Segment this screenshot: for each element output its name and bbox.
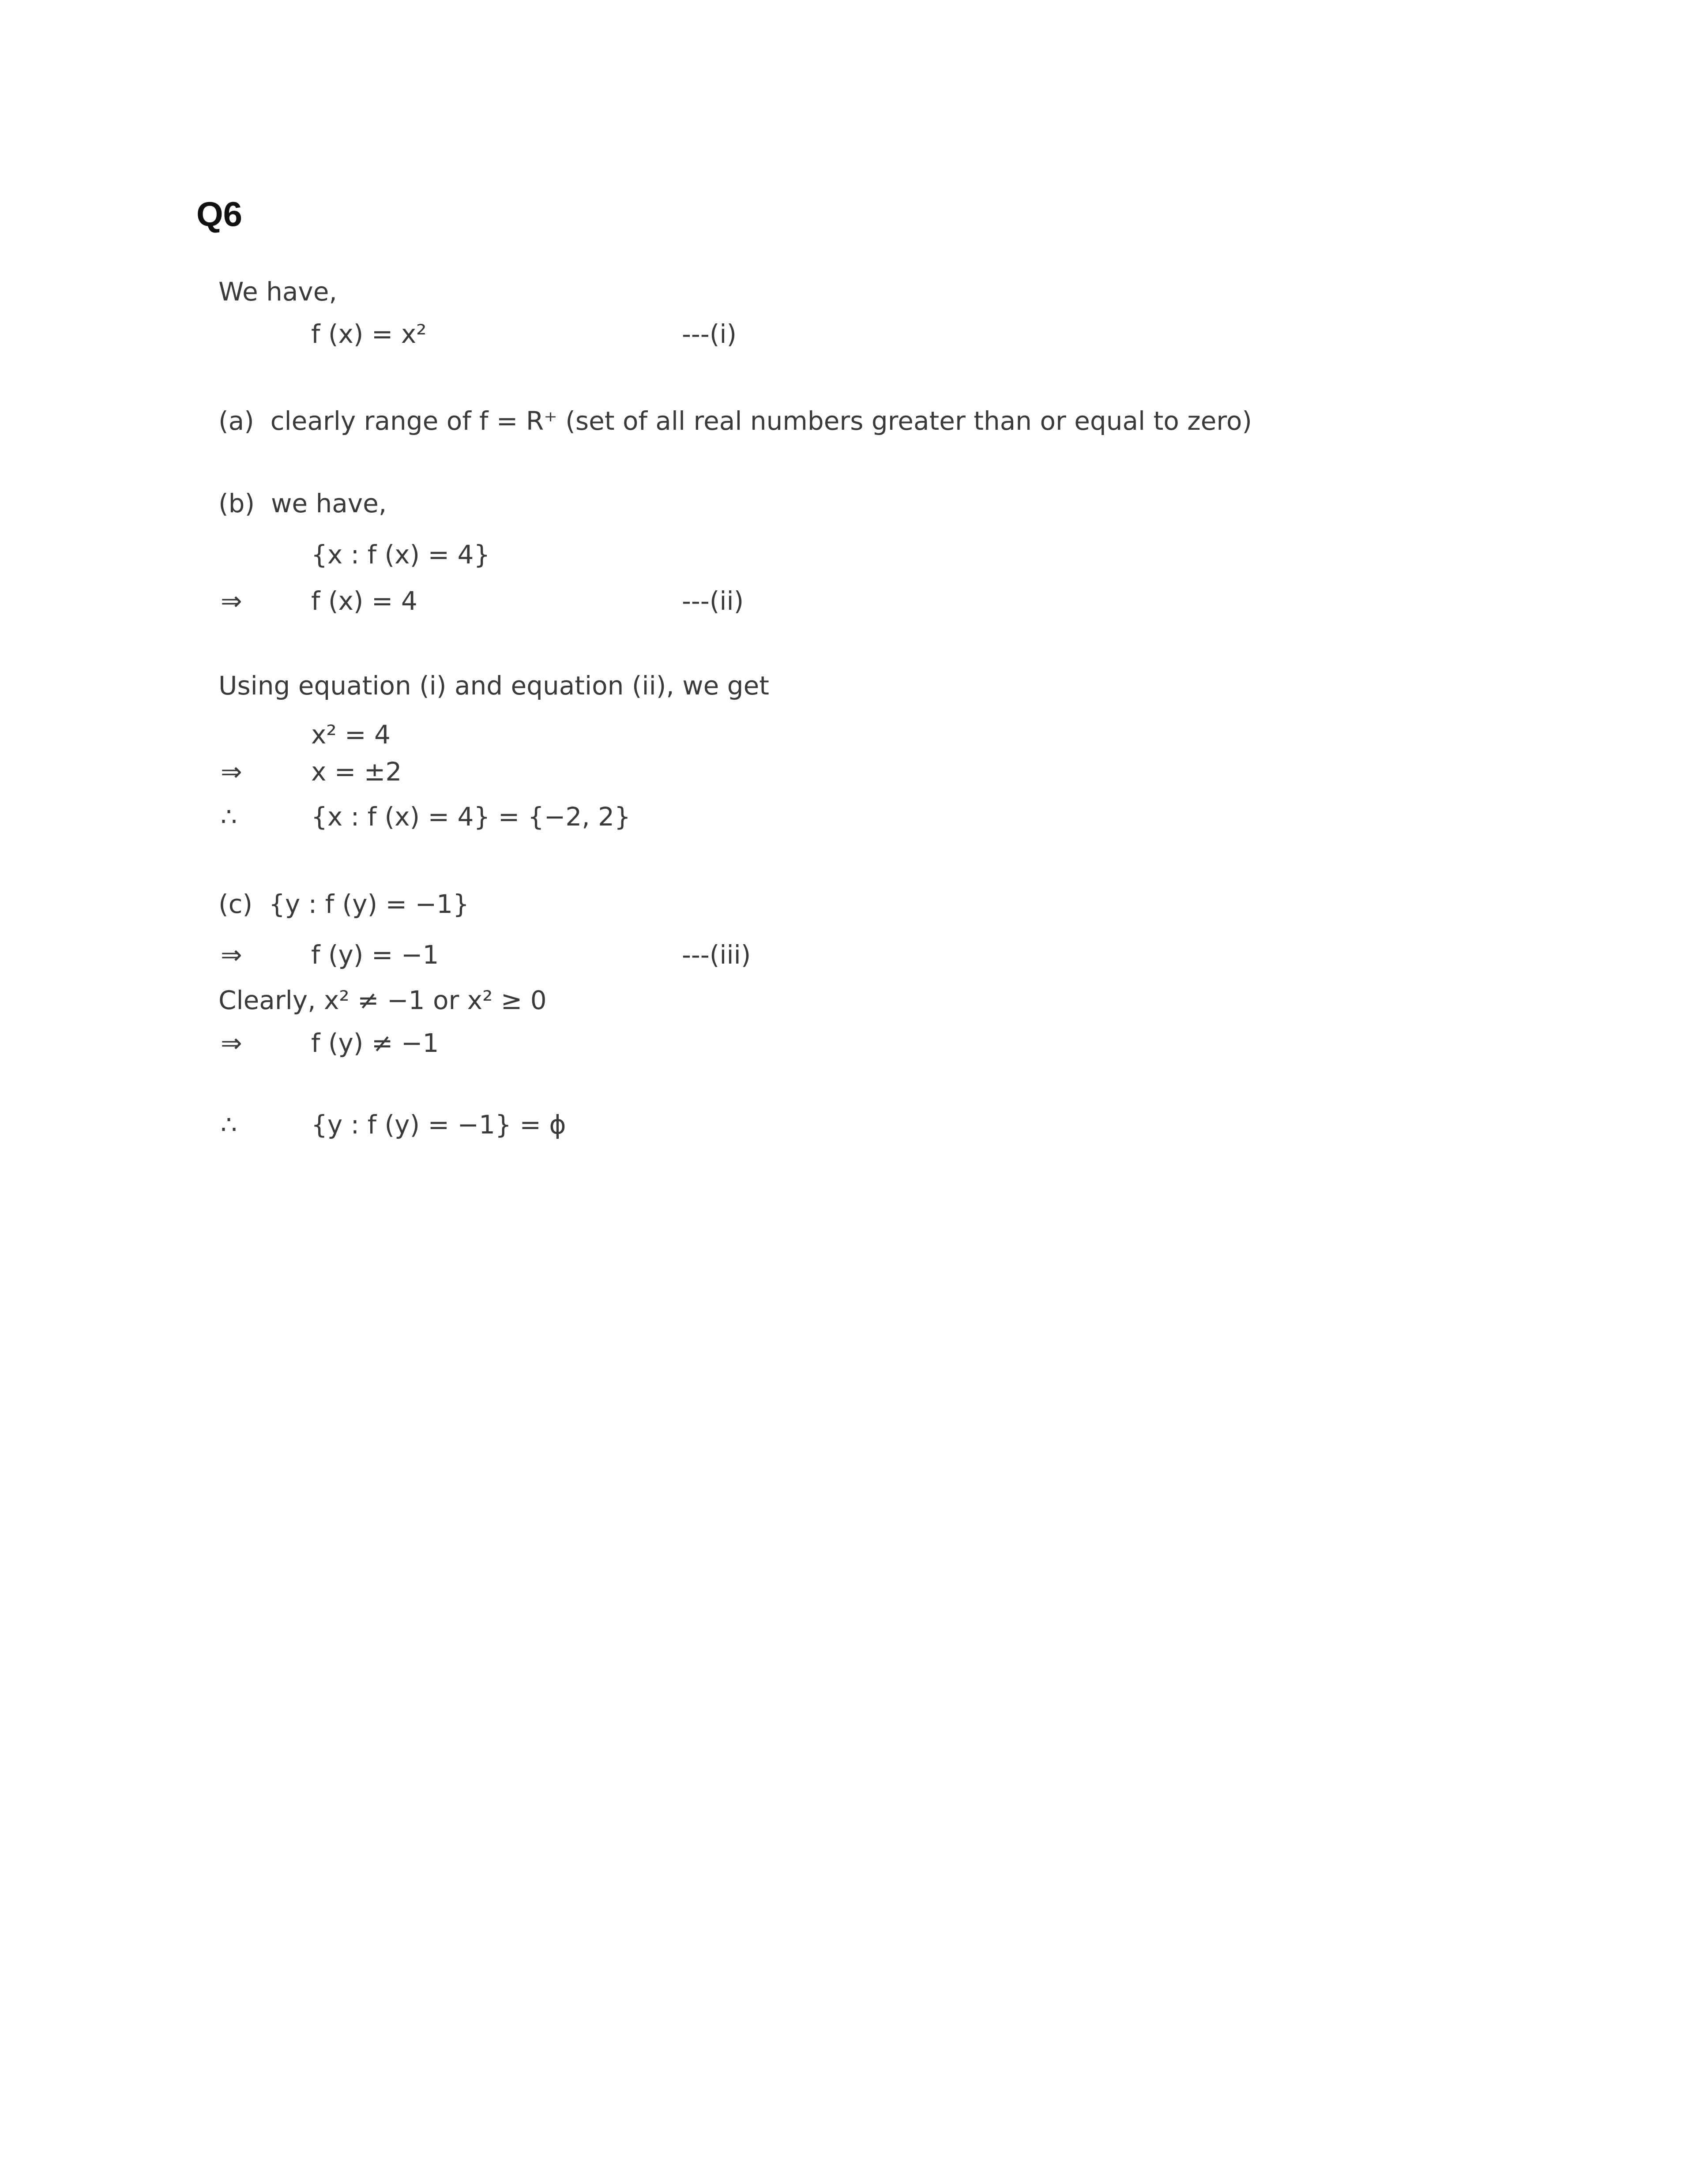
therefore-symbol: ∴ — [221, 1110, 237, 1140]
part-c-equation: f (y) = −1 — [311, 940, 439, 970]
part-a-text: (a) clearly range of f = R⁺ (set of all real numbers greater than or equal to zero) — [218, 406, 1252, 436]
equation-tag-iii: ---(iii) — [682, 940, 751, 970]
part-c-intro: (c) {y : f (y) = −1} — [218, 889, 469, 919]
question-heading: Q6 — [196, 195, 243, 233]
equation-tag-ii: ---(ii) — [682, 586, 744, 616]
equation-i: f (x) = x² — [311, 319, 427, 349]
intro-text: We have, — [218, 277, 337, 307]
part-b-intro: (b) we have, — [218, 488, 387, 518]
using-equations-text: Using equation (i) and equation (ii), we get — [218, 671, 769, 701]
equation-tag-i: ---(i) — [682, 319, 737, 349]
implies-symbol: ⇒ — [221, 1028, 242, 1058]
part-b-equation: f (x) = 4 — [311, 586, 417, 616]
part-c-clearly: Clearly, x² ≠ −1 or x² ≥ 0 — [218, 985, 547, 1015]
part-c-step: f (y) ≠ −1 — [311, 1028, 439, 1058]
part-c-result: {y : f (y) = −1} = ϕ — [311, 1110, 566, 1140]
implies-symbol: ⇒ — [221, 940, 242, 970]
part-b-step-1: x² = 4 — [311, 720, 391, 750]
implies-symbol: ⇒ — [221, 586, 242, 616]
part-b-result: {x : f (x) = 4} = {−2, 2} — [311, 802, 631, 832]
part-b-step-2: x = ±2 — [311, 757, 402, 787]
therefore-symbol: ∴ — [221, 802, 237, 832]
part-b-set: {x : f (x) = 4} — [311, 540, 490, 570]
implies-symbol: ⇒ — [221, 757, 242, 787]
